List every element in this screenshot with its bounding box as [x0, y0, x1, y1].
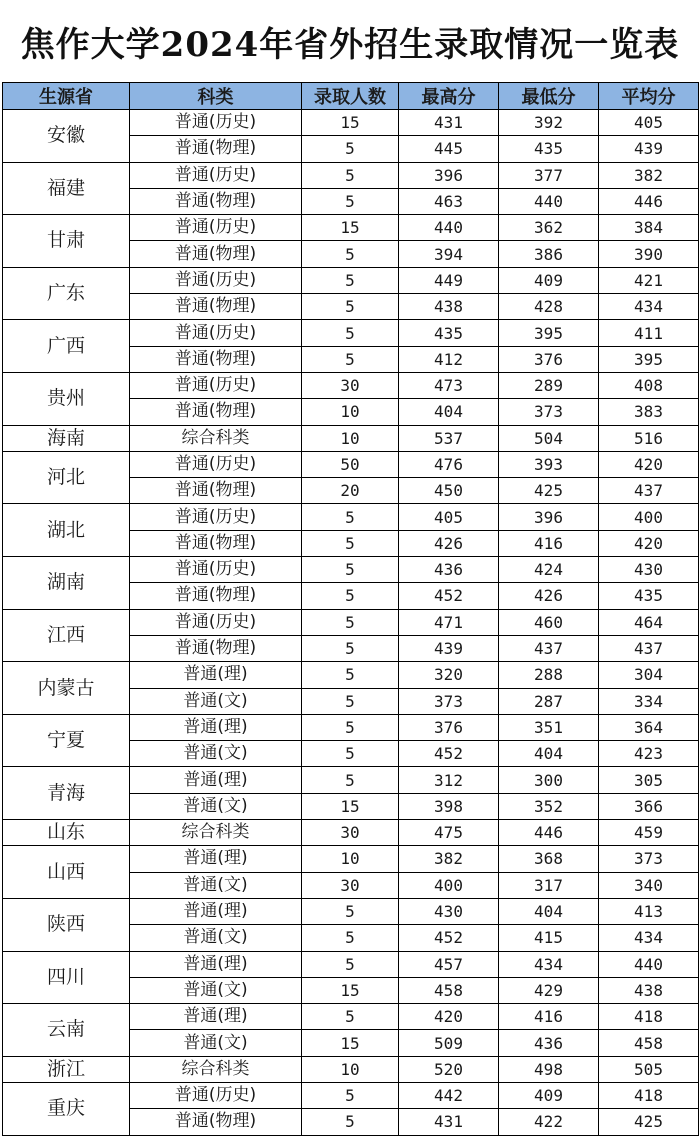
max-score-cell: 400: [399, 872, 499, 898]
max-score-cell: 398: [399, 793, 499, 819]
max-score-cell: 475: [399, 820, 499, 846]
min-score-cell: 404: [499, 741, 599, 767]
table-row: [3, 425, 699, 451]
page-title: 焦作大学2024年省外招生录取情况一览表: [20, 24, 680, 65]
admitted-count-cell: 5: [302, 925, 399, 951]
province-cell: 内蒙古: [3, 662, 130, 715]
max-score-cell: 449: [399, 267, 499, 293]
province-cell: 山西: [3, 846, 130, 899]
table-header: [3, 83, 699, 110]
min-score-cell: 287: [499, 688, 599, 714]
max-score-cell: 376: [399, 714, 499, 740]
category-cell: 普通(物理): [130, 399, 302, 425]
admitted-count-cell: 5: [302, 294, 399, 320]
province-cell: 安徽: [3, 110, 130, 163]
admitted-count-cell: 5: [302, 267, 399, 293]
max-score-cell: 405: [399, 504, 499, 530]
category-cell: 普通(物理): [130, 635, 302, 661]
category-cell: 普通(物理): [130, 1109, 302, 1135]
avg-score-cell: 440: [599, 951, 699, 977]
max-score-cell: 426: [399, 530, 499, 556]
min-score-cell: 317: [499, 872, 599, 898]
min-score-cell: 422: [499, 1109, 599, 1135]
min-score-cell: 404: [499, 898, 599, 924]
category-cell: 普通(物理): [130, 188, 302, 214]
province-cell: 山东: [3, 820, 130, 846]
province-cell: 浙江: [3, 1056, 130, 1082]
table-row: [3, 110, 699, 136]
min-score-cell: 392: [499, 110, 599, 136]
avg-score-cell: 459: [599, 820, 699, 846]
admitted-count-cell: 5: [302, 241, 399, 267]
table-row: [3, 320, 699, 346]
category-cell: 普通(理): [130, 662, 302, 688]
category-cell: 普通(历史): [130, 162, 302, 188]
category-cell: 普通(物理): [130, 583, 302, 609]
table-row: [3, 557, 699, 583]
table-row: [3, 767, 699, 793]
avg-score-cell: 418: [599, 1004, 699, 1030]
avg-score-cell: 421: [599, 267, 699, 293]
category-cell: 普通(文): [130, 741, 302, 767]
admitted-count-cell: 5: [302, 162, 399, 188]
header-admitted-count: 录取人数: [302, 83, 399, 110]
header-province: 生源省: [3, 83, 130, 110]
max-score-cell: 420: [399, 1004, 499, 1030]
max-score-cell: 438: [399, 294, 499, 320]
min-score-cell: 436: [499, 1030, 599, 1056]
min-score-cell: 376: [499, 346, 599, 372]
admitted-count-cell: 15: [302, 977, 399, 1003]
province-cell: 贵州: [3, 372, 130, 425]
table-row: [3, 662, 699, 688]
province-cell: 甘肃: [3, 215, 130, 268]
min-score-cell: 352: [499, 793, 599, 819]
avg-score-cell: 438: [599, 977, 699, 1003]
category-cell: 综合科类: [130, 820, 302, 846]
avg-score-cell: 400: [599, 504, 699, 530]
avg-score-cell: 446: [599, 188, 699, 214]
avg-score-cell: 382: [599, 162, 699, 188]
admitted-count-cell: 30: [302, 872, 399, 898]
min-score-cell: 416: [499, 530, 599, 556]
max-score-cell: 452: [399, 583, 499, 609]
province-cell: 四川: [3, 951, 130, 1004]
min-score-cell: 300: [499, 767, 599, 793]
max-score-cell: 373: [399, 688, 499, 714]
avg-score-cell: 340: [599, 872, 699, 898]
table-row: [3, 820, 699, 846]
min-score-cell: 386: [499, 241, 599, 267]
province-cell: 重庆: [3, 1082, 130, 1135]
avg-score-cell: 366: [599, 793, 699, 819]
province-cell: 宁夏: [3, 714, 130, 767]
min-score-cell: 504: [499, 425, 599, 451]
avg-score-cell: 435: [599, 583, 699, 609]
admitted-count-cell: 5: [302, 530, 399, 556]
avg-score-cell: 434: [599, 925, 699, 951]
min-score-cell: 424: [499, 557, 599, 583]
admitted-count-cell: 10: [302, 846, 399, 872]
category-cell: 普通(理): [130, 951, 302, 977]
category-cell: 综合科类: [130, 425, 302, 451]
admitted-count-cell: 15: [302, 110, 399, 136]
category-cell: 普通(历史): [130, 215, 302, 241]
category-cell: 普通(物理): [130, 346, 302, 372]
table-row: [3, 1056, 699, 1082]
max-score-cell: 439: [399, 635, 499, 661]
table-row: [3, 215, 699, 241]
avg-score-cell: 458: [599, 1030, 699, 1056]
table-row: [3, 1004, 699, 1030]
province-cell: 海南: [3, 425, 130, 451]
table-row: [3, 267, 699, 293]
admitted-count-cell: 5: [302, 741, 399, 767]
admitted-count-cell: 15: [302, 215, 399, 241]
min-score-cell: 446: [499, 820, 599, 846]
category-cell: 普通(历史): [130, 557, 302, 583]
max-score-cell: 435: [399, 320, 499, 346]
min-score-cell: 434: [499, 951, 599, 977]
province-cell: 湖南: [3, 557, 130, 610]
avg-score-cell: 425: [599, 1109, 699, 1135]
max-score-cell: 537: [399, 425, 499, 451]
min-score-cell: 395: [499, 320, 599, 346]
admitted-count-cell: 5: [302, 767, 399, 793]
table-row: [3, 609, 699, 635]
max-score-cell: 471: [399, 609, 499, 635]
table-row: [3, 898, 699, 924]
header-row: [3, 83, 699, 110]
min-score-cell: 288: [499, 662, 599, 688]
min-score-cell: 351: [499, 714, 599, 740]
avg-score-cell: 430: [599, 557, 699, 583]
category-cell: 普通(物理): [130, 294, 302, 320]
province-cell: 青海: [3, 767, 130, 820]
category-cell: 普通(历史): [130, 451, 302, 477]
table-row: [3, 951, 699, 977]
avg-score-cell: 304: [599, 662, 699, 688]
max-score-cell: 396: [399, 162, 499, 188]
category-cell: 普通(历史): [130, 1082, 302, 1108]
category-cell: 普通(理): [130, 846, 302, 872]
min-score-cell: 289: [499, 372, 599, 398]
max-score-cell: 476: [399, 451, 499, 477]
min-score-cell: 437: [499, 635, 599, 661]
min-score-cell: 425: [499, 478, 599, 504]
category-cell: 普通(文): [130, 688, 302, 714]
admitted-count-cell: 20: [302, 478, 399, 504]
max-score-cell: 431: [399, 110, 499, 136]
max-score-cell: 440: [399, 215, 499, 241]
table-row: [3, 714, 699, 740]
min-score-cell: 415: [499, 925, 599, 951]
header-category: 科类: [130, 83, 302, 110]
max-score-cell: 452: [399, 741, 499, 767]
admitted-count-cell: 10: [302, 399, 399, 425]
admitted-count-cell: 5: [302, 951, 399, 977]
avg-score-cell: 305: [599, 767, 699, 793]
admission-table: [2, 82, 699, 1136]
min-score-cell: 416: [499, 1004, 599, 1030]
table-row: [3, 846, 699, 872]
avg-score-cell: 395: [599, 346, 699, 372]
category-cell: 普通(物理): [130, 478, 302, 504]
category-cell: 普通(文): [130, 1030, 302, 1056]
category-cell: 普通(历史): [130, 504, 302, 530]
admitted-count-cell: 5: [302, 714, 399, 740]
admitted-count-cell: 30: [302, 820, 399, 846]
category-cell: 普通(理): [130, 1004, 302, 1030]
province-cell: 福建: [3, 162, 130, 215]
avg-score-cell: 405: [599, 110, 699, 136]
min-score-cell: 377: [499, 162, 599, 188]
max-score-cell: 442: [399, 1082, 499, 1108]
max-score-cell: 430: [399, 898, 499, 924]
max-score-cell: 382: [399, 846, 499, 872]
min-score-cell: 409: [499, 267, 599, 293]
admitted-count-cell: 5: [302, 1082, 399, 1108]
admitted-count-cell: 5: [302, 504, 399, 530]
category-cell: 普通(理): [130, 898, 302, 924]
admitted-count-cell: 5: [302, 688, 399, 714]
province-cell: 云南: [3, 1004, 130, 1057]
avg-score-cell: 420: [599, 530, 699, 556]
admitted-count-cell: 30: [302, 372, 399, 398]
province-cell: 河北: [3, 451, 130, 504]
max-score-cell: 452: [399, 925, 499, 951]
max-score-cell: 412: [399, 346, 499, 372]
avg-score-cell: 408: [599, 372, 699, 398]
min-score-cell: 396: [499, 504, 599, 530]
max-score-cell: 463: [399, 188, 499, 214]
max-score-cell: 394: [399, 241, 499, 267]
header-max-score: 最高分: [399, 83, 499, 110]
admitted-count-cell: 5: [302, 662, 399, 688]
avg-score-cell: 423: [599, 741, 699, 767]
max-score-cell: 450: [399, 478, 499, 504]
admitted-count-cell: 5: [302, 1004, 399, 1030]
category-cell: 普通(物理): [130, 136, 302, 162]
avg-score-cell: 411: [599, 320, 699, 346]
table-body: [3, 110, 699, 1136]
min-score-cell: 426: [499, 583, 599, 609]
header-min-score: 最低分: [499, 83, 599, 110]
table-row: [3, 451, 699, 477]
min-score-cell: 428: [499, 294, 599, 320]
min-score-cell: 440: [499, 188, 599, 214]
admitted-count-cell: 50: [302, 451, 399, 477]
avg-score-cell: 420: [599, 451, 699, 477]
table-row: [3, 162, 699, 188]
category-cell: 普通(文): [130, 925, 302, 951]
admitted-count-cell: 5: [302, 557, 399, 583]
category-cell: 普通(物理): [130, 530, 302, 556]
max-score-cell: 445: [399, 136, 499, 162]
avg-score-cell: 373: [599, 846, 699, 872]
avg-score-cell: 439: [599, 136, 699, 162]
avg-score-cell: 384: [599, 215, 699, 241]
admitted-count-cell: 5: [302, 346, 399, 372]
admitted-count-cell: 5: [302, 1109, 399, 1135]
max-score-cell: 509: [399, 1030, 499, 1056]
admitted-count-cell: 15: [302, 1030, 399, 1056]
max-score-cell: 473: [399, 372, 499, 398]
avg-score-cell: 413: [599, 898, 699, 924]
admitted-count-cell: 5: [302, 136, 399, 162]
category-cell: 普通(文): [130, 977, 302, 1003]
min-score-cell: 368: [499, 846, 599, 872]
min-score-cell: 435: [499, 136, 599, 162]
avg-score-cell: 434: [599, 294, 699, 320]
table-row: [3, 1082, 699, 1108]
category-cell: 普通(理): [130, 767, 302, 793]
category-cell: 综合科类: [130, 1056, 302, 1082]
admitted-count-cell: 5: [302, 609, 399, 635]
avg-score-cell: 505: [599, 1056, 699, 1082]
header-avg-score: 平均分: [599, 83, 699, 110]
avg-score-cell: 418: [599, 1082, 699, 1108]
category-cell: 普通(理): [130, 714, 302, 740]
avg-score-cell: 390: [599, 241, 699, 267]
province-cell: 湖北: [3, 504, 130, 557]
province-cell: 广西: [3, 320, 130, 373]
admitted-count-cell: 5: [302, 898, 399, 924]
min-score-cell: 393: [499, 451, 599, 477]
min-score-cell: 498: [499, 1056, 599, 1082]
min-score-cell: 362: [499, 215, 599, 241]
table-row: [3, 504, 699, 530]
province-cell: 广东: [3, 267, 130, 320]
table-row: [3, 372, 699, 398]
min-score-cell: 373: [499, 399, 599, 425]
category-cell: 普通(历史): [130, 372, 302, 398]
admitted-count-cell: 5: [302, 320, 399, 346]
province-cell: 陕西: [3, 898, 130, 951]
max-score-cell: 436: [399, 557, 499, 583]
max-score-cell: 457: [399, 951, 499, 977]
avg-score-cell: 516: [599, 425, 699, 451]
category-cell: 普通(文): [130, 872, 302, 898]
max-score-cell: 320: [399, 662, 499, 688]
category-cell: 普通(历史): [130, 609, 302, 635]
avg-score-cell: 364: [599, 714, 699, 740]
admitted-count-cell: 15: [302, 793, 399, 819]
min-score-cell: 409: [499, 1082, 599, 1108]
category-cell: 普通(历史): [130, 110, 302, 136]
avg-score-cell: 334: [599, 688, 699, 714]
avg-score-cell: 437: [599, 478, 699, 504]
min-score-cell: 460: [499, 609, 599, 635]
admitted-count-cell: 5: [302, 583, 399, 609]
category-cell: 普通(历史): [130, 320, 302, 346]
avg-score-cell: 464: [599, 609, 699, 635]
max-score-cell: 312: [399, 767, 499, 793]
admitted-count-cell: 10: [302, 425, 399, 451]
province-cell: 江西: [3, 609, 130, 662]
admitted-count-cell: 5: [302, 188, 399, 214]
admitted-count-cell: 10: [302, 1056, 399, 1082]
max-score-cell: 458: [399, 977, 499, 1003]
max-score-cell: 431: [399, 1109, 499, 1135]
admitted-count-cell: 5: [302, 635, 399, 661]
max-score-cell: 520: [399, 1056, 499, 1082]
category-cell: 普通(历史): [130, 267, 302, 293]
min-score-cell: 429: [499, 977, 599, 1003]
avg-score-cell: 383: [599, 399, 699, 425]
category-cell: 普通(文): [130, 793, 302, 819]
category-cell: 普通(物理): [130, 241, 302, 267]
max-score-cell: 404: [399, 399, 499, 425]
avg-score-cell: 437: [599, 635, 699, 661]
